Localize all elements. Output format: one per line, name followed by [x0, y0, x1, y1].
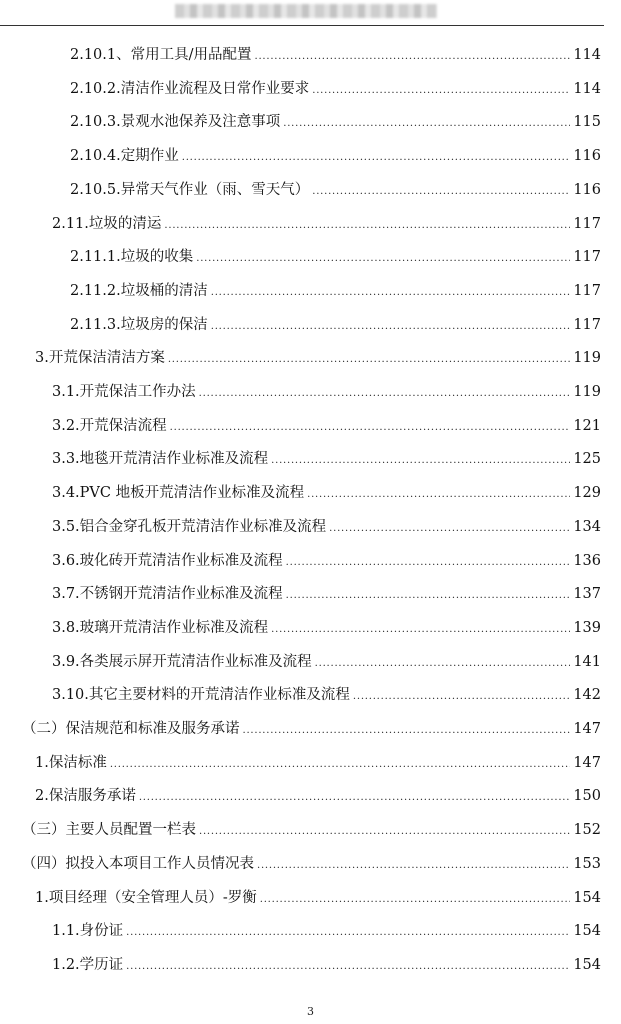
toc-entry-label: 2.保洁服务承诺 [35, 788, 136, 805]
toc-entry[interactable] [35, 343, 601, 373]
toc-entry-label: 3.7.不锈钢开荒清洁作业标准及流程 [52, 586, 283, 603]
toc-entry-page: 117 [573, 282, 601, 299]
toc-dot-leader [168, 343, 570, 375]
toc-entry-label: 2.10.3.景观水池保养及注意事项 [70, 114, 281, 131]
toc-entry-label: 3.开荒保洁清洁方案 [35, 350, 165, 367]
toc-entry[interactable] [52, 478, 601, 508]
toc-entry-label: 1.保洁标准 [35, 754, 107, 771]
toc-entry[interactable] [52, 950, 601, 980]
toc-dot-leader [199, 377, 571, 409]
toc-entry[interactable] [70, 310, 601, 340]
toc-entry-label: 3.1.开荒保洁工作办法 [52, 384, 196, 400]
toc-entry-label: 2.11.3.垃圾房的保洁 [70, 316, 208, 333]
toc-entry[interactable] [52, 546, 601, 576]
toc-dot-leader [126, 950, 570, 982]
toc-entry-label: 1.1.身份证 [52, 923, 124, 940]
toc-entry-page: 129 [573, 485, 601, 502]
toc-dot-leader [182, 141, 571, 173]
toc-entry-label: 3.2.开荒保洁流程 [52, 417, 167, 434]
toc-entry[interactable] [70, 141, 601, 171]
toc-entry[interactable] [52, 377, 601, 407]
toc-entry[interactable] [22, 714, 601, 744]
toc-dot-leader [255, 40, 571, 72]
toc-dot-leader [164, 209, 570, 241]
toc-dot-leader [257, 849, 570, 881]
page-number: 3 [307, 1005, 314, 1018]
toc-entry-label: 2.11.2.垃圾桶的清洁 [70, 282, 208, 299]
toc-entry-page: 136 [573, 552, 601, 569]
toc-dot-leader [312, 74, 570, 106]
toc-entry-page: 152 [573, 822, 601, 839]
toc-dot-leader [196, 242, 570, 274]
toc-entry[interactable] [70, 74, 601, 104]
header-rule [0, 25, 604, 26]
toc-entry-page: 139 [573, 619, 601, 636]
toc-entry-label: 2.10.2.清洁作业流程及日常作业要求 [70, 80, 310, 97]
toc-dot-leader [286, 546, 571, 578]
toc-entry-page: 154 [573, 889, 601, 906]
toc-entry-label: 1.2.学历证 [52, 956, 124, 973]
toc-entry[interactable] [70, 242, 601, 272]
toc-entry-label: （二）保洁规范和标准及服务承诺 [22, 721, 240, 737]
toc-entry-page: 147 [573, 721, 601, 737]
toc-dot-leader [199, 815, 570, 847]
toc-entry-label: 1.项目经理（安全管理人员）-罗衡 [35, 889, 257, 906]
toc-entry[interactable] [70, 40, 601, 70]
toc-entry-page: 154 [573, 956, 601, 973]
toc-entry-label: 3.6.玻化砖开荒清洁作业标准及流程 [52, 552, 283, 569]
toc-entry-page: 125 [573, 451, 601, 468]
toc-dot-leader [315, 647, 571, 679]
toc-dot-leader [211, 276, 571, 308]
toc-entry[interactable] [70, 107, 601, 137]
toc-dot-leader [271, 444, 570, 476]
toc-entry[interactable] [35, 748, 601, 778]
toc-dot-leader [170, 411, 571, 443]
toc-entry-label: 2.10.1、常用工具/用品配置 [70, 47, 252, 63]
toc-entry-label: 2.11.垃圾的清运 [52, 215, 162, 232]
toc-dot-leader [307, 478, 570, 510]
toc-dot-leader [283, 107, 570, 139]
toc-entry-label: 3.4.PVC 地板开荒清洁作业标准及流程 [52, 485, 305, 502]
toc-entry-page: 121 [573, 417, 601, 434]
toc-entry[interactable] [52, 647, 601, 677]
toc-entry-page: 137 [573, 586, 601, 603]
toc-entry-label: 3.3.地毯开荒清洁作业标准及流程 [52, 451, 269, 468]
toc-entry-label: 2.11.1.垃圾的收集 [70, 249, 194, 266]
toc-entry-page: 141 [573, 653, 601, 670]
toc-entry-page: 116 [573, 148, 601, 165]
toc-entry[interactable] [70, 175, 601, 205]
toc-entry-page: 117 [573, 316, 601, 333]
toc-dot-leader [312, 175, 570, 207]
toc-entry-label: （三）主要人员配置一栏表 [22, 822, 196, 839]
toc-dot-leader [139, 781, 570, 813]
toc-dot-leader [353, 680, 570, 712]
toc-dot-leader [110, 748, 570, 780]
header-text-redacted [175, 4, 437, 18]
toc-entry[interactable] [35, 781, 601, 811]
toc-entry-page: 116 [573, 181, 601, 198]
toc-entry[interactable] [70, 276, 601, 306]
toc-entry-label: 2.10.5.异常天气作业（雨、雪天气） [70, 181, 310, 198]
toc-entry[interactable] [52, 411, 601, 441]
toc-entry-page: 114 [573, 47, 601, 63]
toc-entry[interactable] [52, 209, 601, 239]
toc-entry[interactable] [35, 883, 601, 913]
toc-entry[interactable] [22, 815, 601, 845]
toc-entry[interactable] [52, 916, 601, 946]
toc-dot-leader [286, 579, 571, 611]
toc-entry-label: 3.5.铝合金穿孔板开荒清洁作业标准及流程 [52, 518, 327, 535]
toc-dot-leader [329, 512, 570, 544]
toc-entry-label: 3.8.玻璃开荒清洁作业标准及流程 [52, 619, 269, 636]
toc-entry[interactable] [52, 512, 601, 542]
toc-dot-leader [271, 613, 570, 645]
toc-entry[interactable] [52, 444, 601, 474]
toc-entry-page: 142 [573, 687, 601, 704]
toc-entry[interactable] [52, 680, 601, 710]
toc-entry-page: 119 [573, 350, 601, 367]
toc-entry-page: 147 [573, 754, 601, 771]
toc-entry-page: 114 [573, 80, 601, 97]
toc-entry-page: 117 [573, 249, 601, 266]
toc-entry-page: 153 [573, 855, 601, 872]
toc-entry-page: 119 [573, 384, 601, 400]
toc-entry[interactable] [22, 849, 601, 879]
toc-entry-page: 134 [573, 518, 601, 535]
toc-entry-page: 150 [573, 788, 601, 805]
toc-entry-label: （四）拟投入本项目工作人员情况表 [22, 855, 254, 872]
toc-entry-label: 3.10.其它主要材料的开荒清洁作业标准及流程 [52, 687, 350, 704]
toc-entry-page: 117 [573, 215, 601, 232]
toc-entry[interactable] [52, 613, 601, 643]
toc-dot-leader [243, 714, 571, 746]
toc-dot-leader [211, 310, 571, 342]
toc-entry-label: 3.9.各类展示屏开荒清洁作业标准及流程 [52, 653, 312, 670]
toc-entry-page: 115 [573, 114, 601, 131]
toc-dot-leader [126, 916, 570, 948]
toc-entry[interactable] [52, 579, 601, 609]
toc-entry-page: 154 [573, 923, 601, 940]
toc-entry-label: 2.10.4.定期作业 [70, 148, 179, 165]
toc-dot-leader [260, 883, 571, 915]
